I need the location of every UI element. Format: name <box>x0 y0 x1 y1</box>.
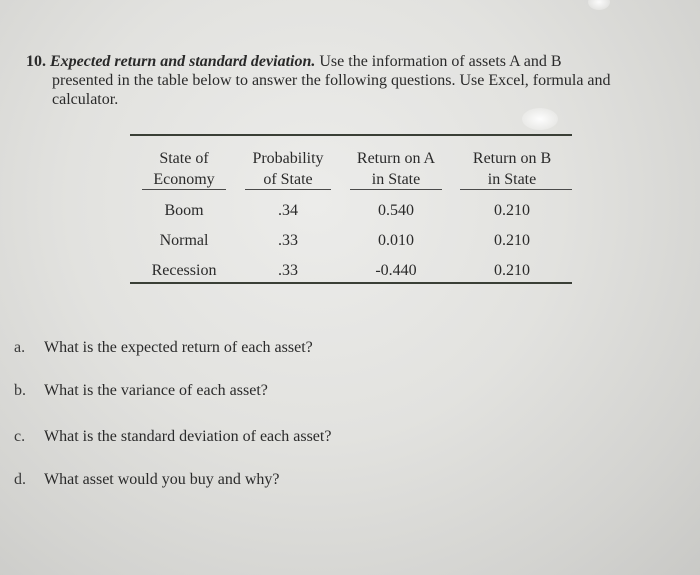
cell-state: Recession <box>151 262 217 279</box>
question-text: What is the variance of each asset? <box>44 382 268 399</box>
cell-return-a: -0.440 <box>375 262 417 279</box>
header-probability-line2: of State <box>263 171 313 188</box>
question-letter: d. <box>14 471 26 488</box>
problem-number: 10. <box>26 53 46 70</box>
header-probability <box>243 148 333 190</box>
table-bottom-rule <box>130 282 572 284</box>
cell-return-a: 0.010 <box>378 232 414 249</box>
header-state-line1: State of <box>159 150 209 167</box>
question-c <box>14 428 331 446</box>
cell-probability: .33 <box>278 262 298 279</box>
cell-probability: .33 <box>278 232 298 249</box>
problem-text-line2: presented in the table below to answer the following questions. Use Excel, formula and <box>52 72 611 89</box>
problem-text-line3: calculator. <box>52 91 119 108</box>
cell-return-b: 0.210 <box>494 232 530 249</box>
cell-return-b: 0.210 <box>494 202 530 219</box>
returns-table <box>130 134 572 286</box>
question-b <box>14 382 268 400</box>
header-underline <box>460 189 572 190</box>
header-underline <box>350 189 442 190</box>
question-d <box>14 471 280 489</box>
cell-probability: .34 <box>278 202 298 219</box>
header-return-a-line1: Return on A <box>356 150 436 167</box>
question-text: What is the standard deviation of each asset? <box>44 428 332 445</box>
question-text: What is the expected return of each asset? <box>44 339 313 356</box>
header-probability-line1: Probability <box>252 150 324 167</box>
light-glare <box>588 0 610 10</box>
header-underline <box>245 189 331 190</box>
cell-state: Boom <box>164 202 204 219</box>
header-return-a <box>348 148 444 190</box>
cell-state: Normal <box>159 232 209 249</box>
header-return-b <box>464 148 560 190</box>
cell-return-b: 0.210 <box>494 262 530 279</box>
light-glare <box>522 108 558 130</box>
header-return-b-line1: Return on B <box>472 150 552 167</box>
header-state-line2: Economy <box>153 171 215 188</box>
header-return-a-line2: in State <box>371 171 421 188</box>
header-return-b-line2: in State <box>487 171 537 188</box>
table-top-rule <box>130 134 572 136</box>
question-a <box>14 339 313 357</box>
header-underline <box>142 189 226 190</box>
question-letter: a. <box>14 339 26 356</box>
question-text: What asset would you buy and why? <box>44 471 280 488</box>
question-letter: b. <box>14 382 26 399</box>
problem-statement <box>26 52 691 109</box>
question-letter: c. <box>14 428 26 445</box>
header-state <box>140 148 228 190</box>
cell-return-a: 0.540 <box>378 202 414 219</box>
problem-text-line1: Use the information of assets A and B <box>319 53 562 70</box>
problem-title: Expected return and standard deviation. <box>50 53 316 70</box>
